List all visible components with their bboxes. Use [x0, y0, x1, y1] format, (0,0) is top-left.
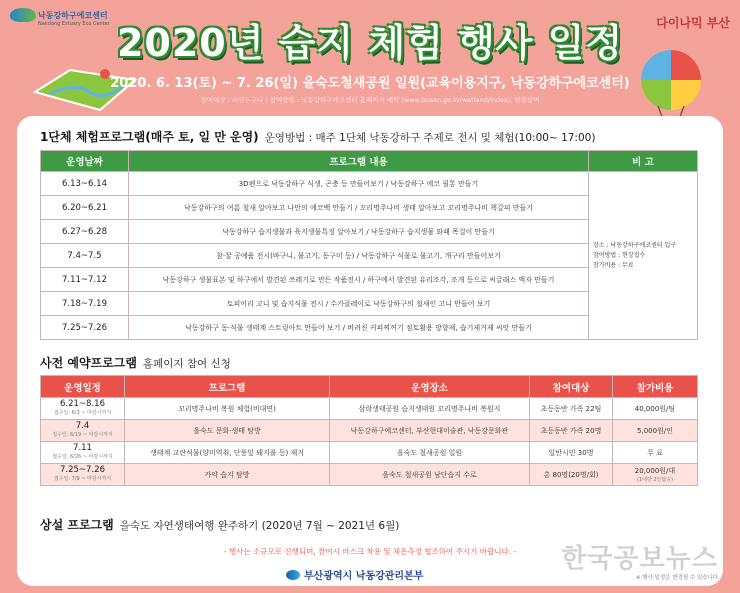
- section3-sub: 을숙도 자연생태여행 완주하기 (2020년 7월 ~ 2021년 6월): [119, 520, 400, 532]
- reservation-program-table: [40, 375, 698, 486]
- group-program-table: [40, 150, 698, 340]
- table-row: [41, 464, 698, 486]
- fee-value: 20,000원/대: [634, 467, 676, 475]
- section1-title: 1단체 체험프로그램(매주 토, 일 만 운영): [40, 130, 259, 144]
- table-header: 참가비용: [613, 376, 698, 398]
- date-note: 접수일: 7/9 ~ 마감시까지: [53, 475, 112, 482]
- date-note: 접수일: 6/3 ~ 마감시까지: [53, 409, 112, 416]
- program-cell: 을숙도 문화·생태 탐방: [125, 420, 330, 442]
- content-cell: 토피어리 고니 및 습지식물 전시 / 수가클레이로 낙동강하구의 철새인 고니 만들어 보기: [129, 292, 589, 316]
- date-cell: 7.4~7.5: [41, 244, 129, 268]
- note-cell: [589, 172, 698, 340]
- date-cell: 7.25~7.26: [41, 316, 129, 340]
- place-cell: 낙동강하구에코센터, 부산현대미술관, 낙동강문화관: [330, 420, 530, 442]
- section3-heading: [40, 516, 399, 533]
- note-line: 참가비용 : 무료: [593, 261, 634, 269]
- target-cell: 일반시민 30명: [530, 442, 613, 464]
- section1-method: 운영방법 : 매주 1단체 낙동강하구 주제로 전시 및 체험(10:00~ 17:00): [264, 132, 596, 144]
- content-cell: 낙동강하구 생물표본 및 하구에서 발견된 쓰레기로 만든 작품전시 / 하구에서 발견된 유리조각, 조개 등으로 씨글래스 액자 만들기: [129, 268, 589, 292]
- content-cell: 낙동강하구 동·식물 생태계 스트링아트 만들어 보기 / 버려진 커피찌꺼기 점토활용 방향제, 습기제거제 씨앗 만들기: [129, 316, 589, 340]
- safety-notice: - 행사는 소규모로 진행되며, 참여시 마스크 착용 및 체온측정 협조하여 주시기 바랍니다. -: [223, 547, 517, 556]
- participation-info: 참여대상 : 시민누구나 | 참여방법 : 낙동강하구에코센터 홈페이지 예약 (www.busan.go.kr/wetland/index), 현장참여: [200, 96, 540, 104]
- content-cell: 참·꿀 공예품 전시(바구니, 물고기, 동구미 등) / 낙동강하구 식물로 물고기, 개구리 만들어보기: [129, 244, 589, 268]
- date-note: 접수일: 6/26 ~ 마감시까지: [52, 453, 113, 460]
- content-cell: 낙동강하구의 여름 철새 알아보고 나만의 에코백 만들기 / 꼬리명주나비 생태 알아보고 꼬리명주나비 책갈피 만들기: [129, 196, 589, 220]
- table-header: 참여대상: [530, 376, 613, 398]
- table-header: 운영장소: [330, 376, 530, 398]
- section1-heading: [40, 128, 595, 145]
- busan-logo: 다이나믹 부산: [656, 16, 730, 30]
- date-note: 접수일: 6/19 ~ 마감시까지: [52, 431, 113, 438]
- table-header: 비 고: [589, 151, 698, 172]
- place-cell: 을숙도 철새공원 남단습지 수로: [330, 464, 530, 486]
- program-cell: 카약 습지 탐방: [125, 464, 330, 486]
- date-cell: [41, 420, 125, 442]
- note-line: 참여방법 : 현장접수: [593, 251, 646, 259]
- watermark: 한국공보뉴스: [561, 544, 718, 574]
- target-cell: 초등동반 가족 22팀: [530, 398, 613, 420]
- fee-cell: [613, 464, 698, 486]
- date-cell: [41, 442, 125, 464]
- section2-heading: [40, 354, 231, 371]
- fee-note: (1대당 2인탑승): [636, 477, 673, 483]
- program-cell: 생태계 교란식물(양미역취, 단풍잎 돼지풀 등) 제거: [125, 442, 330, 464]
- target-cell: 총 80명(20명/회): [530, 464, 613, 486]
- date-cell: 6.20~6.21: [41, 196, 129, 220]
- table-row: [41, 442, 698, 464]
- note-line: 장소 : 낙동강하구에코센터 입구: [593, 241, 677, 249]
- content-cell: 3D펜으로 낙동강하구 식생, 곤충 등 만들어보기 / 낙동강하구 에코 필통 만들기: [129, 172, 589, 196]
- table-header: 운영날짜: [41, 151, 129, 172]
- place-cell: 을숙도 철새공원 일원: [330, 442, 530, 464]
- fee-cell: 무 료: [613, 442, 698, 464]
- table-header: 프로그램: [125, 376, 330, 398]
- fee-cell: 5,000원/인: [613, 420, 698, 442]
- fee-cell: 40,000원/팀: [613, 398, 698, 420]
- target-cell: 초등동반 가족 20명: [530, 420, 613, 442]
- section2-title: 사전 예약프로그램: [40, 356, 137, 370]
- busan-city-icon: [286, 570, 300, 580]
- date-value: 7.25~7.26: [60, 464, 105, 475]
- section2-sub: 홈페이지 참여 신청: [142, 358, 231, 370]
- place-cell: 삼락생태공원 습지생태원 꼬리명주나비 복원지: [330, 398, 530, 420]
- eco-center-logo-title: 낙동강하구에코센터: [38, 11, 108, 20]
- table-row: [41, 420, 698, 442]
- table-row: [41, 398, 698, 420]
- date-cell: 6.13~6.14: [41, 172, 129, 196]
- date-value: 7.11: [73, 442, 92, 453]
- table-header: 프로그램 내용: [129, 151, 589, 172]
- date-cell: 7.11~7.12: [41, 268, 129, 292]
- table-row: [41, 172, 698, 196]
- date-value: 7.4: [75, 420, 90, 431]
- date-cell: [41, 398, 125, 420]
- organization: [286, 567, 423, 582]
- organization-name: 부산광역시 낙동강관리본부: [304, 571, 424, 582]
- change-notice: ※ 행사 일정은 변경될 수 있습니다.: [635, 575, 720, 581]
- event-period: 2020. 6. 13(토) ~ 7. 26(일) 을숙도철새공원 일원(교육이용지구, 낙동강하구에코센터): [110, 76, 630, 91]
- section3-title: 상설 프로그램: [40, 518, 114, 532]
- page-title: 2020년 습지 체험 행사 일정: [116, 21, 624, 65]
- program-cell: 꼬리명주나비 복원 체험(비대면): [125, 398, 330, 420]
- content-cell: 낙동강하구 습지생물과 육지생물특징 알아보기 / 낙동강하구 습지생물 와패 목걸이 만들기: [129, 220, 589, 244]
- date-cell: [41, 464, 125, 486]
- table-header: 운영일정: [41, 376, 125, 398]
- date-cell: 7.18~7.19: [41, 292, 129, 316]
- date-cell: 6.27~6.28: [41, 220, 129, 244]
- eco-center-logo-sub: Nakdong Estuary Eco Center: [38, 21, 110, 27]
- date-value: 6.21~8.16: [60, 398, 105, 409]
